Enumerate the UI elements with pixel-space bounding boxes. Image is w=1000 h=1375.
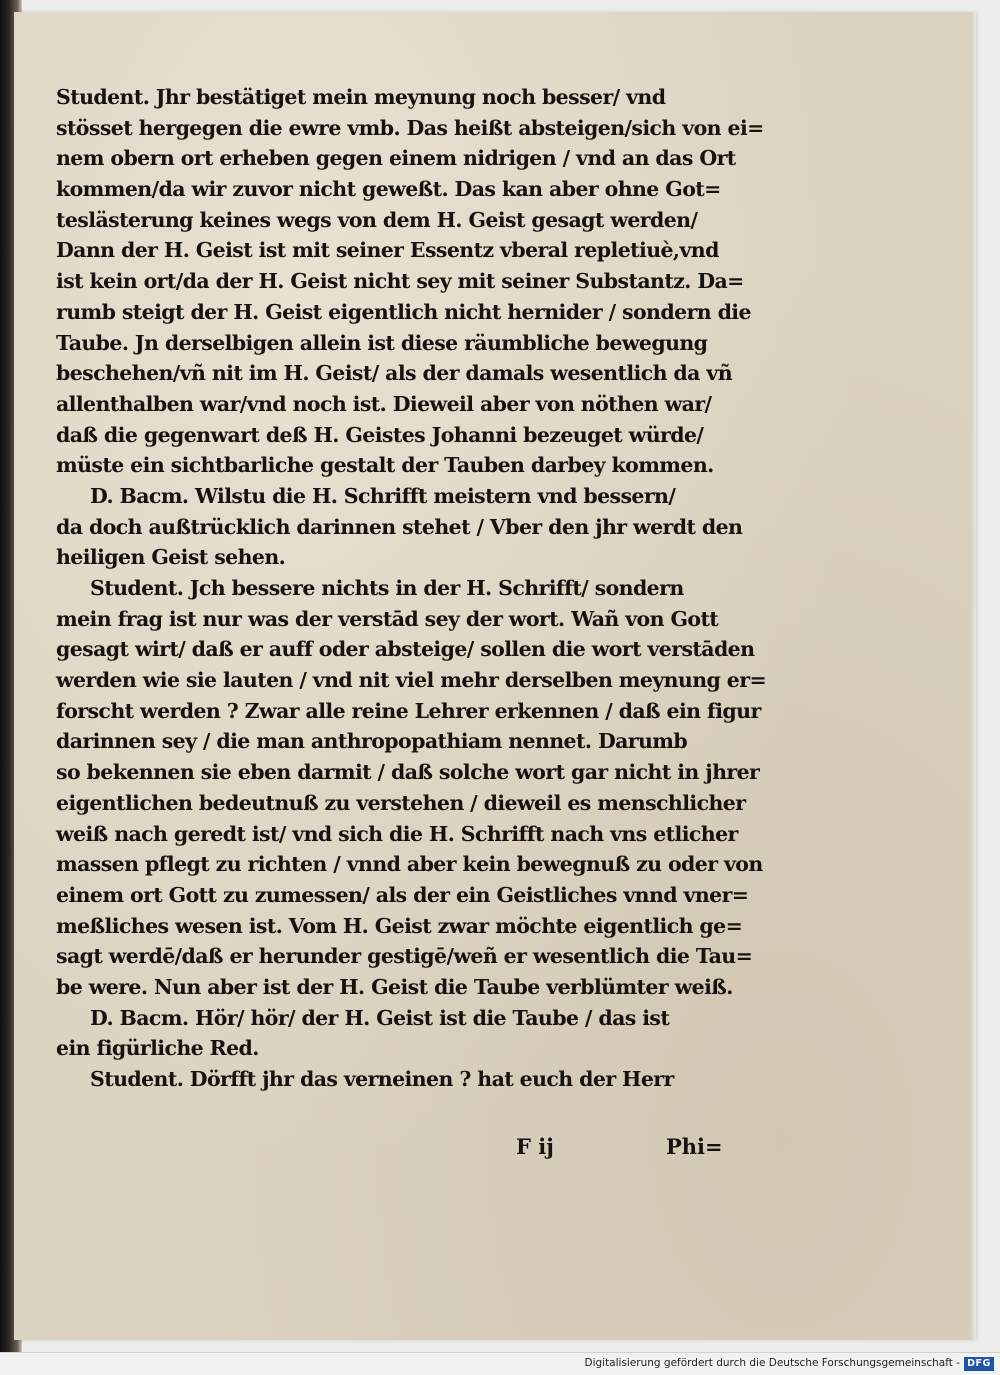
- text-line: einem ort Gott zu zumessen/ als der ein Geistliches vnnd vner=: [56, 882, 749, 907]
- text-line: massen pflegt zu richten / vnnd aber kein bewegnuß zu oder von: [56, 852, 763, 877]
- text-line: weiß nach geredt ist/ vnd sich die H. Schrifft nach vns etlicher: [56, 821, 738, 846]
- text-line: eigentlichen bedeutnuß zu verstehen / dieweil es menschlicher: [56, 790, 746, 815]
- text-line: daß die gegenwart deß H. Geistes Johanni bezeuget würde/: [56, 422, 704, 447]
- text-line: da doch außtrücklich darinnen stehet / Vber den jhr werdt den: [56, 514, 743, 539]
- footer-credit: Digitalisierung gefördert durch die Deutsche Forschungsgemeinschaft -: [584, 1357, 960, 1369]
- text-line: kommen/da wir zuvor nicht geweßt. Das kan aber ohne Got=: [56, 177, 721, 202]
- text-line: sagt werdē/daß er herunder gestigē/weñ er wesentlich die Tau=: [56, 944, 753, 969]
- text-line: meßliches wesen ist. Vom H. Geist zwar möchte eigentlich ge=: [56, 913, 743, 938]
- footer-bar: [0, 1352, 1000, 1375]
- text-line: nem obern ort erheben gegen einem nidrigen / vnd an das Ort: [56, 146, 736, 171]
- signature-line: [14, 1134, 974, 1166]
- text-line: forscht werden ? Zwar alle reine Lehrer erkennen / daß ein figur: [56, 698, 761, 723]
- text-line: Student. Dörfft jhr das verneinen ? hat euch der Herr: [90, 1067, 674, 1091]
- text-line: stösset hergegen die ewre vmb. Das heißt absteigen/sich von ei=: [56, 115, 764, 140]
- text-line: mein frag ist nur was der verstād sey der wort. Wañ von Gott: [56, 606, 719, 631]
- text-line: heiligen Geist sehen.: [56, 545, 286, 570]
- signature-mark: F ij: [516, 1134, 554, 1159]
- text-line: rumb steigt der H. Geist eigentlich nicht hernider / sondern die: [56, 299, 751, 324]
- text-line: Student. Jhr bestätiget mein meynung noch besser/ vnd: [56, 85, 666, 109]
- book-page: [14, 12, 974, 1340]
- text-line: allenthalben war/vnd noch ist. Dieweil aber von nöthen war/: [56, 391, 712, 416]
- text-line: so bekennen sie eben darmit / daß solche wort gar nicht in jhrer: [56, 760, 760, 785]
- text-line: D. Bacm. Wilstu die H. Schrifft meistern vnd bessern/: [90, 483, 676, 508]
- text-line: werden wie sie lauten / vnd nit viel mehr derselben meynung er=: [56, 668, 767, 693]
- text-line: Student. Jch bessere nichts in der H. Schrifft/ sondern: [90, 576, 684, 600]
- text-line: Dann der H. Geist ist mit seiner Essentz vberal repletiuè,vnd: [56, 238, 719, 263]
- text-line: beschehen/vñ nit im H. Geist/ als der damals wesentlich da vñ: [56, 361, 733, 386]
- text-line: teslästerung keines wegs von dem H. Geist gesagt werden/: [56, 207, 698, 232]
- text-line: müste ein sichtbarliche gestalt der Tauben darbey kommen.: [56, 453, 714, 478]
- catchword: Phi=: [666, 1134, 723, 1159]
- text-line: gesagt wirt/ daß er auff oder absteige/ sollen die wort verstāden: [56, 637, 755, 662]
- text-line: Taube. Jn derselbigen allein ist diese räumbliche bewegung: [56, 330, 708, 355]
- text-line: D. Bacm. Hör/ hör/ der H. Geist ist die Taube / das ist: [90, 1005, 670, 1030]
- text-line: ist kein ort/da der H. Geist nicht sey mit seiner Substantz. Da=: [56, 269, 744, 294]
- page-text: [56, 82, 767, 1095]
- dfg-logo: DFG: [964, 1357, 994, 1371]
- text-line: ein figürliche Red.: [56, 1036, 259, 1061]
- text-line: be were. Nun aber ist der H. Geist die Taube verblümter weiß.: [56, 974, 733, 999]
- text-line: darinnen sey / die man anthropopathiam nennet. Darumb: [56, 729, 688, 754]
